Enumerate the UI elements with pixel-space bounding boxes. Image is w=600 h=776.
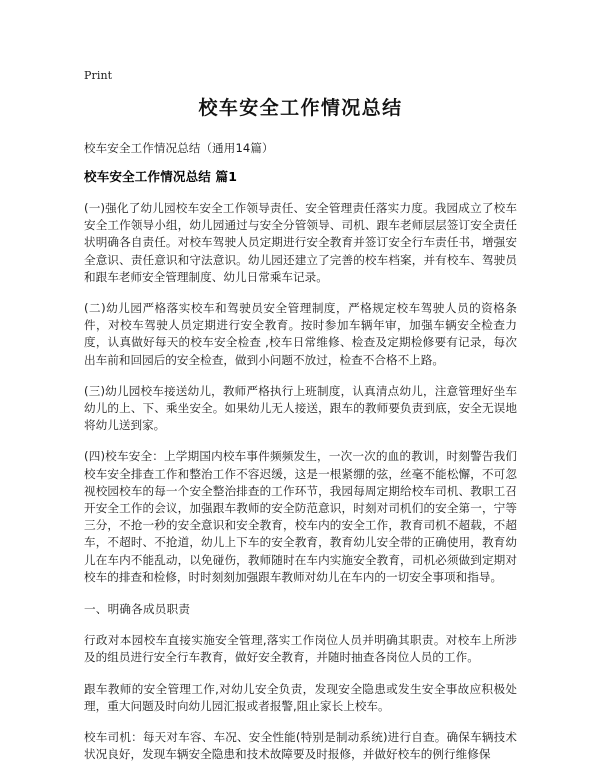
paragraph-block-1 [84,200,517,286]
paragraph: 跟车教师的安全管理工作,对幼儿安全负责，发现安全隐患或发生安全事故应积极处理，重大问题及时向幼儿园汇报或者报警,阻止家长上校车。 [84,681,517,713]
document-body [84,95,517,763]
paragraph-block-3 [84,383,517,435]
paragraph: (一)强化了幼儿园校车安全工作领导责任、安全管理责任落实力度。我园成立了校车安全工作领导小组，幼儿园通过与安全分管领导、司机、跟车老师层层签订安全责任状明确各自责任。对校车驾驶人员定期进行安全教育并签订安全行车责任书，增强安全意识、责任意识和守法意识。幼儿园还建立了完善的校车档案，并有校车、驾驶员和跟车老师安全管理制度、幼儿日常乘车记录。 [84,201,517,284]
paragraph: (三)幼儿园校车接送幼儿，教师严格执行上班制度，认真清点幼儿，注意管理好坐车幼儿的上、下、乘坐安全。如果幼儿无人接送，跟车的教师要负责到底，安全无误地将幼儿送到家。 [84,383,517,433]
paragraph: 校车司机：每天对车容、车况、安全性能(特别是制动系统)进行自查。确保车辆技术状况良好，发现车辆安全隐患和技术故障要及时报修，并做好校车的例行维修保 [84,730,517,762]
paragraph: 行政对本园校车直接实施安全管理,落实工作岗位人员并明确其职责。对校车上所涉及的组员进行安全行车教育，做好安全教育，并随时抽查各岗位人员的工作。 [84,633,517,665]
paragraph-block-4 [84,448,517,586]
paragraph: (二)幼儿园严格落实校车和驾驶员安全管理制度，严格规定校车驾驶人员的资格条件，对校车驾驶人员定期进行安全教育。按时参加车辆年审，加强车辆安全检查力度，认真做好每天的校车安全检查 ,校车日常维修、检查及定期检修要有记录，每次出车前和回园后的安全检查，做到小问题不放过，检查不合格不上路。 [84,301,517,367]
paragraph: (四)校车安全：上学期国内校车事件频频发生，一次一次的血的教训，时刻警告我们校车安全排查工作和整治工作不容迟缓，这是一根紧绷的弦，丝毫不能松懈，不可忽视校园校车的每一个安全整治排查的工作环节，我园每周定期给校车司机、教职工召开安全工作的会议，加强跟车教师的安全防范意识，时刻对司机们的安全第一，宁等三分，不抢一秒的安全意识和安全教育，校车内的安全工作，教育司机不超载，不超车，不超时、不抢道，幼儿上下车的安全教育，教育幼儿安全带的正确使用，教育幼儿在车内不能乱动，以免碰伤，教师随时在车内实施安全教育，司机必须做到定期对校车的排查和检修，时时刻刻加强跟车教师对幼儿在车内的一切安全事项和指导。 [84,449,517,584]
page-title: 校车安全工作情况总结 [198,97,403,119]
article-heading: 校车安全工作情况总结 篇1 [84,169,238,184]
document-subtitle: 校车安全工作情况总结（通用14篇） [84,141,274,155]
print-link[interactable]: Print [84,69,113,82]
paragraph-block-5 [84,632,517,666]
article-heading-wrap [84,168,517,186]
paragraph-block-2 [84,300,517,369]
document-subtitle-wrap [84,140,517,157]
paragraph-block-7 [84,729,517,763]
print-bar [84,64,516,80]
paragraph-block-6 [84,681,517,715]
section-heading-1: 一、明确各成员职责 [84,602,191,617]
section-heading-1-wrap [84,601,517,618]
